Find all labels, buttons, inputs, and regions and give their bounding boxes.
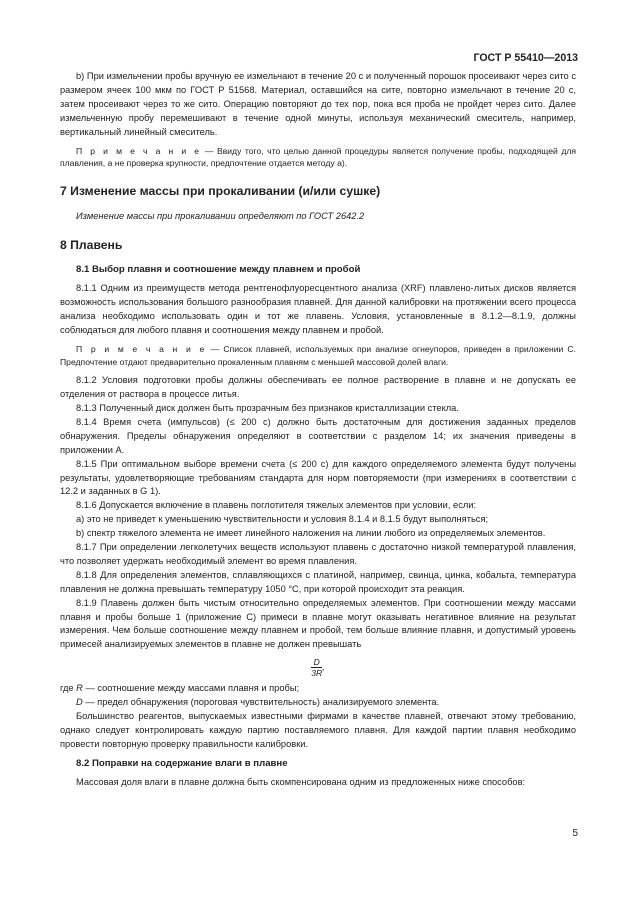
where-d-definition: [60, 696, 576, 710]
where-prefix: где: [60, 683, 77, 694]
symbol-d: D: [76, 697, 83, 708]
section-8-heading: 8 Плавень: [60, 237, 123, 252]
subsection-8-1-heading: 8.1 Выбор плавня и соотношение между плавнем и пробой: [76, 264, 361, 276]
note-label: П р и м е ч а н и е: [76, 145, 202, 156]
where-d-text: — предел обнаружения (пороговая чувствительность) анализируемого элемента.: [82, 697, 440, 708]
page-number: 5: [572, 828, 578, 839]
document-id-header: ГОСТ Р 55410—2013: [473, 52, 578, 64]
paragraph-8-1-6: 8.1.6 Допускается включение в плавень поглотителя тяжелых элементов при условии, если:: [76, 500, 477, 511]
subsection-8-2-heading: 8.2 Поправки на содержание влаги в плавне: [76, 757, 288, 769]
fraction-denominator: 3R: [311, 668, 323, 679]
note-paragraph-1: [60, 145, 576, 170]
paragraph-8-1-2: 8.1.2 Условия подготовки пробы должны обеспечивать ее полное растворение в плавне и не допускать ее отделения от раствора в процессе литья.: [60, 375, 576, 400]
paragraph-8-1-5: 8.1.5 При оптимальном выборе времени счета (≤ 200 с) для каждого определяемого элемента будут получены результаты, удовлетворяющие требованиям стандарта для норм повторяемости (при измерениях в соответствии с 12.2 и заданных в G 1).: [60, 458, 576, 497]
symbol-r: R: [76, 683, 83, 694]
paragraph-8-1-6-a: а) это не приведет к уменьшению чувствительности и условия 8.1.4 и 8.1.5 будут выполняться;: [76, 514, 489, 525]
formula-comma: ,: [322, 662, 325, 673]
paragraph-8-2: Массовая доля влаги в плавне должна быть скомпенсирована одним из предложенных ниже способов:: [76, 776, 526, 787]
paragraph-8-1-7: 8.1.7 При определении легколетучих веществ используют плавень с достаточно низкой температурой плавления, что позволяет удержать необходимый элемент во время плавления.: [60, 542, 576, 566]
paragraph-8-1-6-b: b) спектр тяжелого элемента не имеет линейного наложения на линии любого из определяемых элементов.: [76, 528, 546, 539]
note-text: — Ввиду того, что целью данной процедуры является получение пробы, подходящей для плавления, а не проверка крупности, предпочтение отдается методу а).: [60, 145, 577, 169]
paragraph-b: b) При измельчении пробы вручную ее измельчают в течение 20 с и полученный порошок просеивают через сито с размером ячеек 100 мкм по ГОСТ Р 51568. Материал, оставшийся на сите, повторно измельчают в течение 20 с, затем просеивают через то же сито. Операцию повторяют до тех пор, пока вся проба не пройдет через сито. Далее измельченную пробу перемешивают в течение одной минуты, используя механический смеситель, например, вертикальный линейный смеситель.: [60, 71, 576, 137]
paragraph-8-1-1: 8.1.1 Одним из преимуществ метода рентгенофлуоресцентного анализа (XRF) плавлено-литых дисков является возможность использования большого разнообразия плавней. Для данной калибровки на протяжении всего процесса анализа необходимо использовать один и тот же плавень. Условия, установленные в 8.1.2—8.1.9, должны соблюдаться для любого плавня и соотношения между плавнем и пробой.: [60, 283, 576, 336]
paragraph-reagents: Большинство реагентов, выпускаемых известными фирмами в качестве плавней, отвечают этому требованию, однако следует контролировать каждую партию поставляемого плавня. Для каждой партии плавня необходимо провести повторную проверку правильности калибровки.: [60, 711, 576, 749]
note-text: — Список плавней, используемых при анализе огнеупоров, приведен в приложении С. Предпочтение отдают предварительно прокаленным плавням с меньшей массовой долей влаги.: [60, 343, 577, 367]
fraction-numerator: D: [311, 657, 322, 668]
where-r-definition: [60, 682, 576, 696]
section-7-text: Изменение массы при прокаливании определяют по ГОСТ 2642.2: [76, 210, 365, 221]
paragraph-8-1-4: 8.1.4 Время счета (импульсов) (≤ 200 с) должно быть достаточным для достижения заданных пределов обнаружения. Пределы обнаружения определяют в соответствии с разделом 14; их значения приведены в приложении А.: [60, 416, 576, 455]
note-paragraph-2: [60, 343, 576, 368]
fraction: [311, 657, 322, 678]
paragraph-8-1-8: 8.1.8 Для определения элементов, сплавляющихся с платиной, например, свинца, цинка, кобальта, температура плавления не должна превышать температуру 1050 °С, при которой происходит эта реакция.: [60, 569, 576, 594]
paragraph-8-1-3: 8.1.3 Полученный диск должен быть прозрачным без признаков кристаллизации стекла.: [76, 402, 459, 413]
document-body: [60, 70, 576, 790]
paragraph-8-1-9: 8.1.9 Плавень должен быть чистым относительно определяемых элементов. При соотношении между массами плавня и пробы больше 1 (приложение С) примеси в плавне могут оказывать негативное влияние на результат измерения. Чем больше соотношение между плавнем и пробой, тем больше влияние плавня, и допустимый уровень примесей анализируемых элементов в плавне не должен превышать: [60, 597, 576, 650]
where-r-text: — соотношение между массами плавня и пробы;: [82, 683, 300, 694]
section-7-heading: 7 Изменение массы при прокаливании (и/или сушке): [60, 183, 381, 198]
formula-d-over-3r: [60, 657, 576, 678]
note-label: П р и м е ч а н и е: [76, 343, 207, 354]
